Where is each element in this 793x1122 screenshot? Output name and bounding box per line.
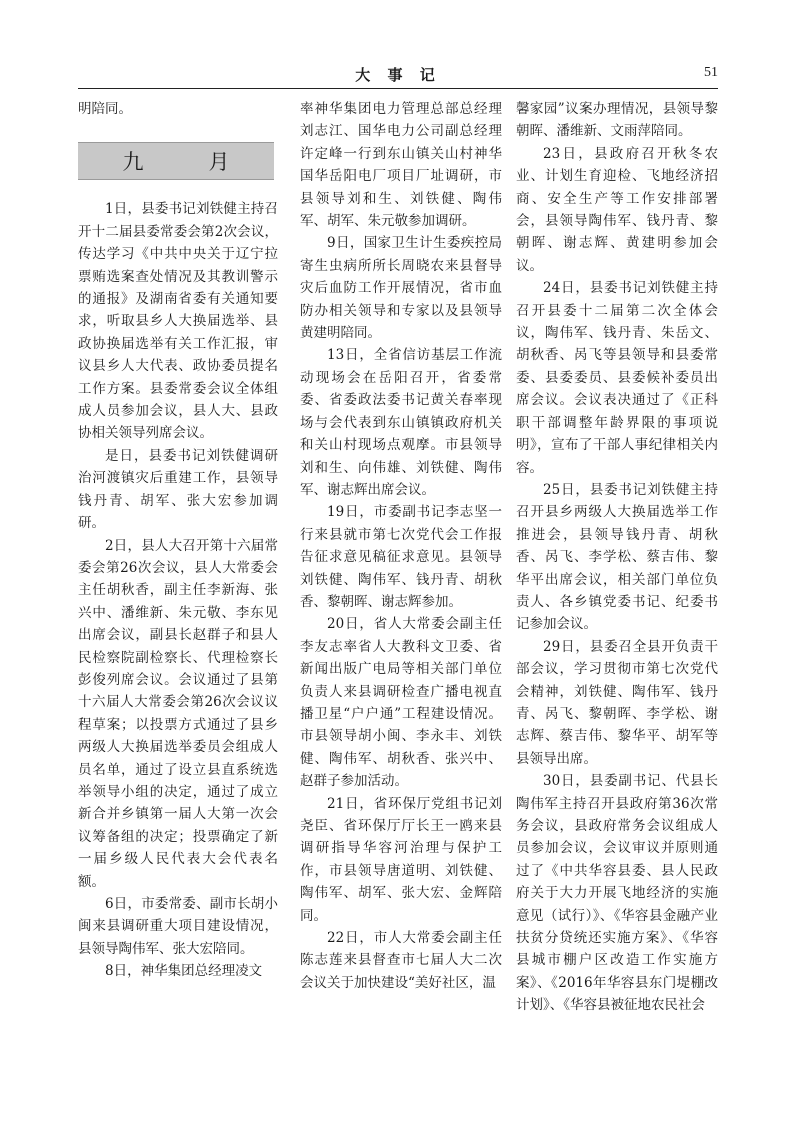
entry-paragraph: 22日，市人大常委会副主任陈志莲来县督查市七届人大二次会议关于加快建设“美好社区，温 xyxy=(300,930,502,991)
paragraph-continued: 馨家园”议案办理情况，县领导黎朝晖、潘维新、文雨萍陪同。 xyxy=(516,101,718,140)
entry-paragraph: 13日，全省信访基层工作流动现场会在岳阳召开，省委常委、省委政法委书记黄关春率现场与会代表到东山镇镇政府机关和关山村现场点观摩。市县领导刘和生、向伟雄、刘铁健、陶伟军、谢志辉出席会议。 xyxy=(300,347,502,498)
entry-paragraph: 30日，县委副书记、代县长陶伟军主持召开县政府第36次常务会议，县政府常务会议组成人员参加会议，会议审议并原则通过了《中共华容县委、县人民政府关于大力开展飞地经济的实施意见（试行）》、《华容县金融产业扶贫分贷统还实施方案》、《华容县城市棚户区改造工作实施方案》、《2016年华容县东门堤棚改计划》、《华容县被征地农民社会 xyxy=(516,773,718,1014)
month-heading-box xyxy=(78,142,274,180)
header-rule xyxy=(78,88,718,89)
paragraph-continued: 率神华集团电力管理总部总经理刘志江、国华电力公司副总经理许定峰一行到东山镇关山村神华国华岳阳电厂项目厂址调研，市县领导刘和生、刘铁健、陶伟军、胡军、朱元敬参加调研。 xyxy=(300,101,502,230)
entry-paragraph: 1日，县委书记刘铁健主持召开十二届县委常委会第2次会议，传达学习《中共中央关于辽宁拉票贿选案查处情况及其教训警示的通报》及湖南省委有关通知要求，听取县乡人大换届选举、县政协换届选举有关工作汇报，审议县乡人大代表、政协委员提名工作方案。县委常委会议全体组成人员参加会议，县人大、县政协相关领导列席会议。 xyxy=(78,201,278,442)
column-3 xyxy=(516,98,718,1017)
running-header xyxy=(78,62,718,86)
entry-paragraph: 29日，县委召全县开负责干部会议，学习贯彻市第七次党代会精神，刘铁健、陶伟军、钱丹青、呙飞、黎朝晖、李学松、谢志辉、蔡吉伟、黎华平、胡军等县领导出席。 xyxy=(516,638,718,767)
entry-paragraph: 24日，县委书记刘铁健主持召开县委十二届第二次全体会议，陶伟军、钱丹青、朱岳文、胡秋香、呙飞等县领导和县委常委、县委委员、县委候补委员出席会议。会议表决通过了《正科职干部调整年龄界限的事项说明》，宣布了干部人事纪律相关内容。 xyxy=(516,280,718,476)
entry-paragraph: 19日，市委副书记李志坚一行来县就市第七次党代会工作报告征求意见稿征求意见。县领导刘铁健、陶伟军、钱丹青、胡秋香、黎朝晖、谢志辉参加。 xyxy=(300,504,502,610)
entry-paragraph: 2日，县人大召开第十六届常委会第26次会议，县人大常委会主任胡秋香，副主任李新海、张兴中、潘维新、朱元敬、李东见出席会议，副县长赵群子和县人民检察院副检察长、代理检察长彭俊列席会议。会议通过了县第十六届人大常委会第26次会议议程草案；以投票方式通过了县乡两级人大换届选举委员会组成人员名单，通过了设立县直系统选举领导小组的决定，通过了成立新合并乡镇第一届人大第一次会议筹备组的决定；投票确定了新一届乡级人民代表大会代表名额。 xyxy=(78,537,278,890)
entry-paragraph: 20日，省人大常委会副主任李友志率省人大教科文卫委、省新闻出版广电局等相关部门单位负责人来县调研检查广播电视直播卫星“户户通”工程建设情况。市县领导胡小闽、李永丰、刘铁健、陶伟军、胡秋香、张兴中、赵群子参加活动。 xyxy=(300,616,502,790)
page-number: 51 xyxy=(704,65,718,80)
entry-paragraph: 6日，市委常委、副市长胡小闽来县调研重大项目建设情况，县领导陶伟军、张大宏陪同。 xyxy=(78,896,278,957)
column-1 xyxy=(78,98,278,983)
entry-paragraph: 8日，神华集团总经理凌文 xyxy=(105,963,263,980)
entry-paragraph: 25日，县委书记刘铁健主持召开县乡两级人大换届选举工作推进会，县领导钱丹青、胡秋香、呙飞、李学松、蔡吉伟、黎华平出席会议，相关部门单位负责人、各乡镇党委书记、纪委书记参加会议。 xyxy=(516,481,718,633)
section-title: 大 事 记 xyxy=(355,66,441,84)
entry-paragraph: 9日，国家卫生计生委疾控局寄生虫病所所长周晓农来县督导灾后血防工作开展情况，省市血防办相关领导和专家以及县领导黄建明陪同。 xyxy=(300,235,502,342)
entry-paragraph: 23日，县政府召开秋冬农业、计划生育迎检、飞地经济招商、安全生产等工作安排部署会，县领导陶伟军、钱丹青、黎朝晖、谢志辉、黄建明参加会议。 xyxy=(516,145,718,274)
month-heading: 九 月 xyxy=(122,150,252,175)
column-2 xyxy=(300,98,502,994)
entry-paragraph: 是日，县委书记刘铁健调研治河渡镇灾后重建工作，县领导钱丹青、胡军、张大宏参加调研。 xyxy=(78,447,278,532)
paragraph-continued: 明陪同。 xyxy=(78,101,132,117)
entry-paragraph: 21日，省环保厅党组书记刘尧臣、省环保厅厅长王一鸥来县调研指导华容河治理与保护工作，市县领导唐道明、刘铁健、陶伟军、胡军、张大宏、金辉陪同。 xyxy=(300,795,502,924)
